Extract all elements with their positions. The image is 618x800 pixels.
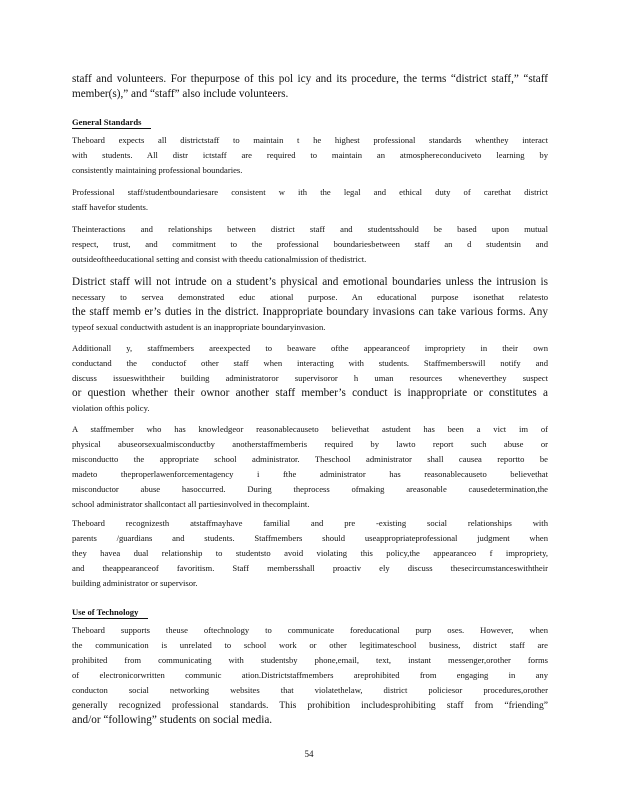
text-line: of electronicorwritten communic ation.Districtstaffmembers areprohibited from engaging in any [72, 670, 548, 680]
page-number: 54 [304, 749, 314, 759]
text-line: building administrator or supervisor. [72, 578, 198, 588]
text-line: Theboard expects all districtstaff to maintain t he highest professional standards whenthey interact [72, 135, 548, 145]
text-line: Professional staff/studentboundariesare consistent w ith the legal and ethical duty of carethat district [72, 187, 548, 197]
text-line: conducton social networking websites that violatethelaw, district policiesor procedures,orother [72, 685, 548, 695]
text-line: prohibited from communicating with studentsby phone,email, text, instant messenger,orother forms [72, 655, 548, 665]
text-line: with students. All distr ictstaff are required to maintain an atmosphereconduciveto learning by [72, 150, 548, 160]
text-line: staff havefor students. [72, 202, 148, 212]
text-line: respect, trust, and commitment to the professional boundariesbetween staff an d studentsin and [72, 239, 548, 249]
intro-paragraph [72, 72, 548, 102]
text-line: conductand the conductof other staff when interacting with students. Staffmemberswill notify and [72, 358, 548, 368]
text-line: school administrator shallcontact all partiesinvolved in thecomplaint. [72, 499, 310, 509]
text-line: Theinteractions and relationships between district staff and studentsshould be based upon mutual [72, 224, 548, 234]
text-line: misconductor abuse hasoccurred. During theprocess ofmaking areasonable causedetermination,the [72, 484, 548, 494]
text-line: misconductto the appropriate school administrator. Theschool administrator shall causea reportto be [72, 454, 548, 464]
text-line: and/or “following” students on social media. [72, 714, 273, 726]
general-standards-paragraph-4 [72, 275, 548, 335]
general-standards-paragraph-7 [72, 516, 548, 591]
general-standards-paragraph-5 [72, 341, 548, 416]
general-standards-paragraph-3 [72, 222, 548, 267]
text-line: generally recognized professional standards. This prohibition includesprohibiting staff from “friending” [72, 700, 548, 711]
text-line: Additionall y, staffmembers areexpected to beaware ofthe appearanceof impropriety in their own [72, 343, 548, 353]
text-line: they havea dual relationship to studentsto avoid violating this policy,the appearanceo f impropriety, [72, 548, 548, 558]
text-line: or question whether their ownor another staff member’s conduct is inappropriate or constitutes a [72, 387, 548, 399]
text-line: staff and volunteers. For thepurpose of this pol icy and its procedure, the terms “district staff,” “staff [72, 73, 548, 85]
general-standards-paragraph-6 [72, 422, 548, 512]
text-line: discuss issueswiththeir building administratoror supervisoror h uman resources wheneverthey suspect [72, 373, 548, 383]
section-heading-general-standards: General Standards [72, 116, 151, 129]
text-line: the communication is unrelated to school work or other legitimateschool business, district staff are [72, 640, 548, 650]
text-line: Theboard supports theuse oftechnology to communicate foreducational purp oses. However, when [72, 625, 548, 635]
text-line: outsideoftheeducational setting and consist with theedu cationalmission of thedistrict. [72, 254, 367, 264]
text-line: consistently maintaining professional boundaries. [72, 165, 243, 175]
text-line: violation ofthis policy. [72, 403, 150, 413]
text-line: District staff will not intrude on a student’s physical and emotional boundaries unless the intrusion is [72, 276, 548, 288]
text-line: necessary to servea demonstrated educ ational purpose. An educational purpose isonethat relatesto [72, 292, 548, 302]
section-heading-use-of-technology: Use of Technology [72, 606, 148, 619]
text-line: typeof sexual conductwith astudent is an inappropriate boundaryinvasion. [72, 322, 326, 332]
text-line: member(s),” and “staff” also include volunteers. [72, 88, 289, 100]
text-line: A staffmember who has knowledgeor reasonablecauseto believethat astudent has been a vict im of [72, 424, 548, 434]
text-line: Theboard recognizesth atstaffmayhave familial and pre -existing social relationships with [72, 518, 548, 528]
text-line: and theappearanceof favoritism. Staff membersshall proactiv ely discuss thesecircumstanceswiththeir [72, 563, 548, 573]
text-line: physical abuseorsexualmisconductby anotherstaffmemberis required by lawto report such abuse or [72, 439, 548, 449]
text-line: parents /guardians and students. Staffmembers should useappropriateprofessional judgment when [72, 533, 548, 543]
use-of-technology-paragraph [72, 623, 548, 728]
general-standards-paragraph-2 [72, 185, 548, 215]
text-line: madeto theproperlawenforcementagency i fthe administrator has reasonablecauseto believethat [72, 469, 548, 479]
general-standards-paragraph-1 [72, 133, 548, 178]
text-line: the staff memb er’s duties in the district. Inappropriate boundary invasions can take various forms. Any [72, 306, 548, 318]
